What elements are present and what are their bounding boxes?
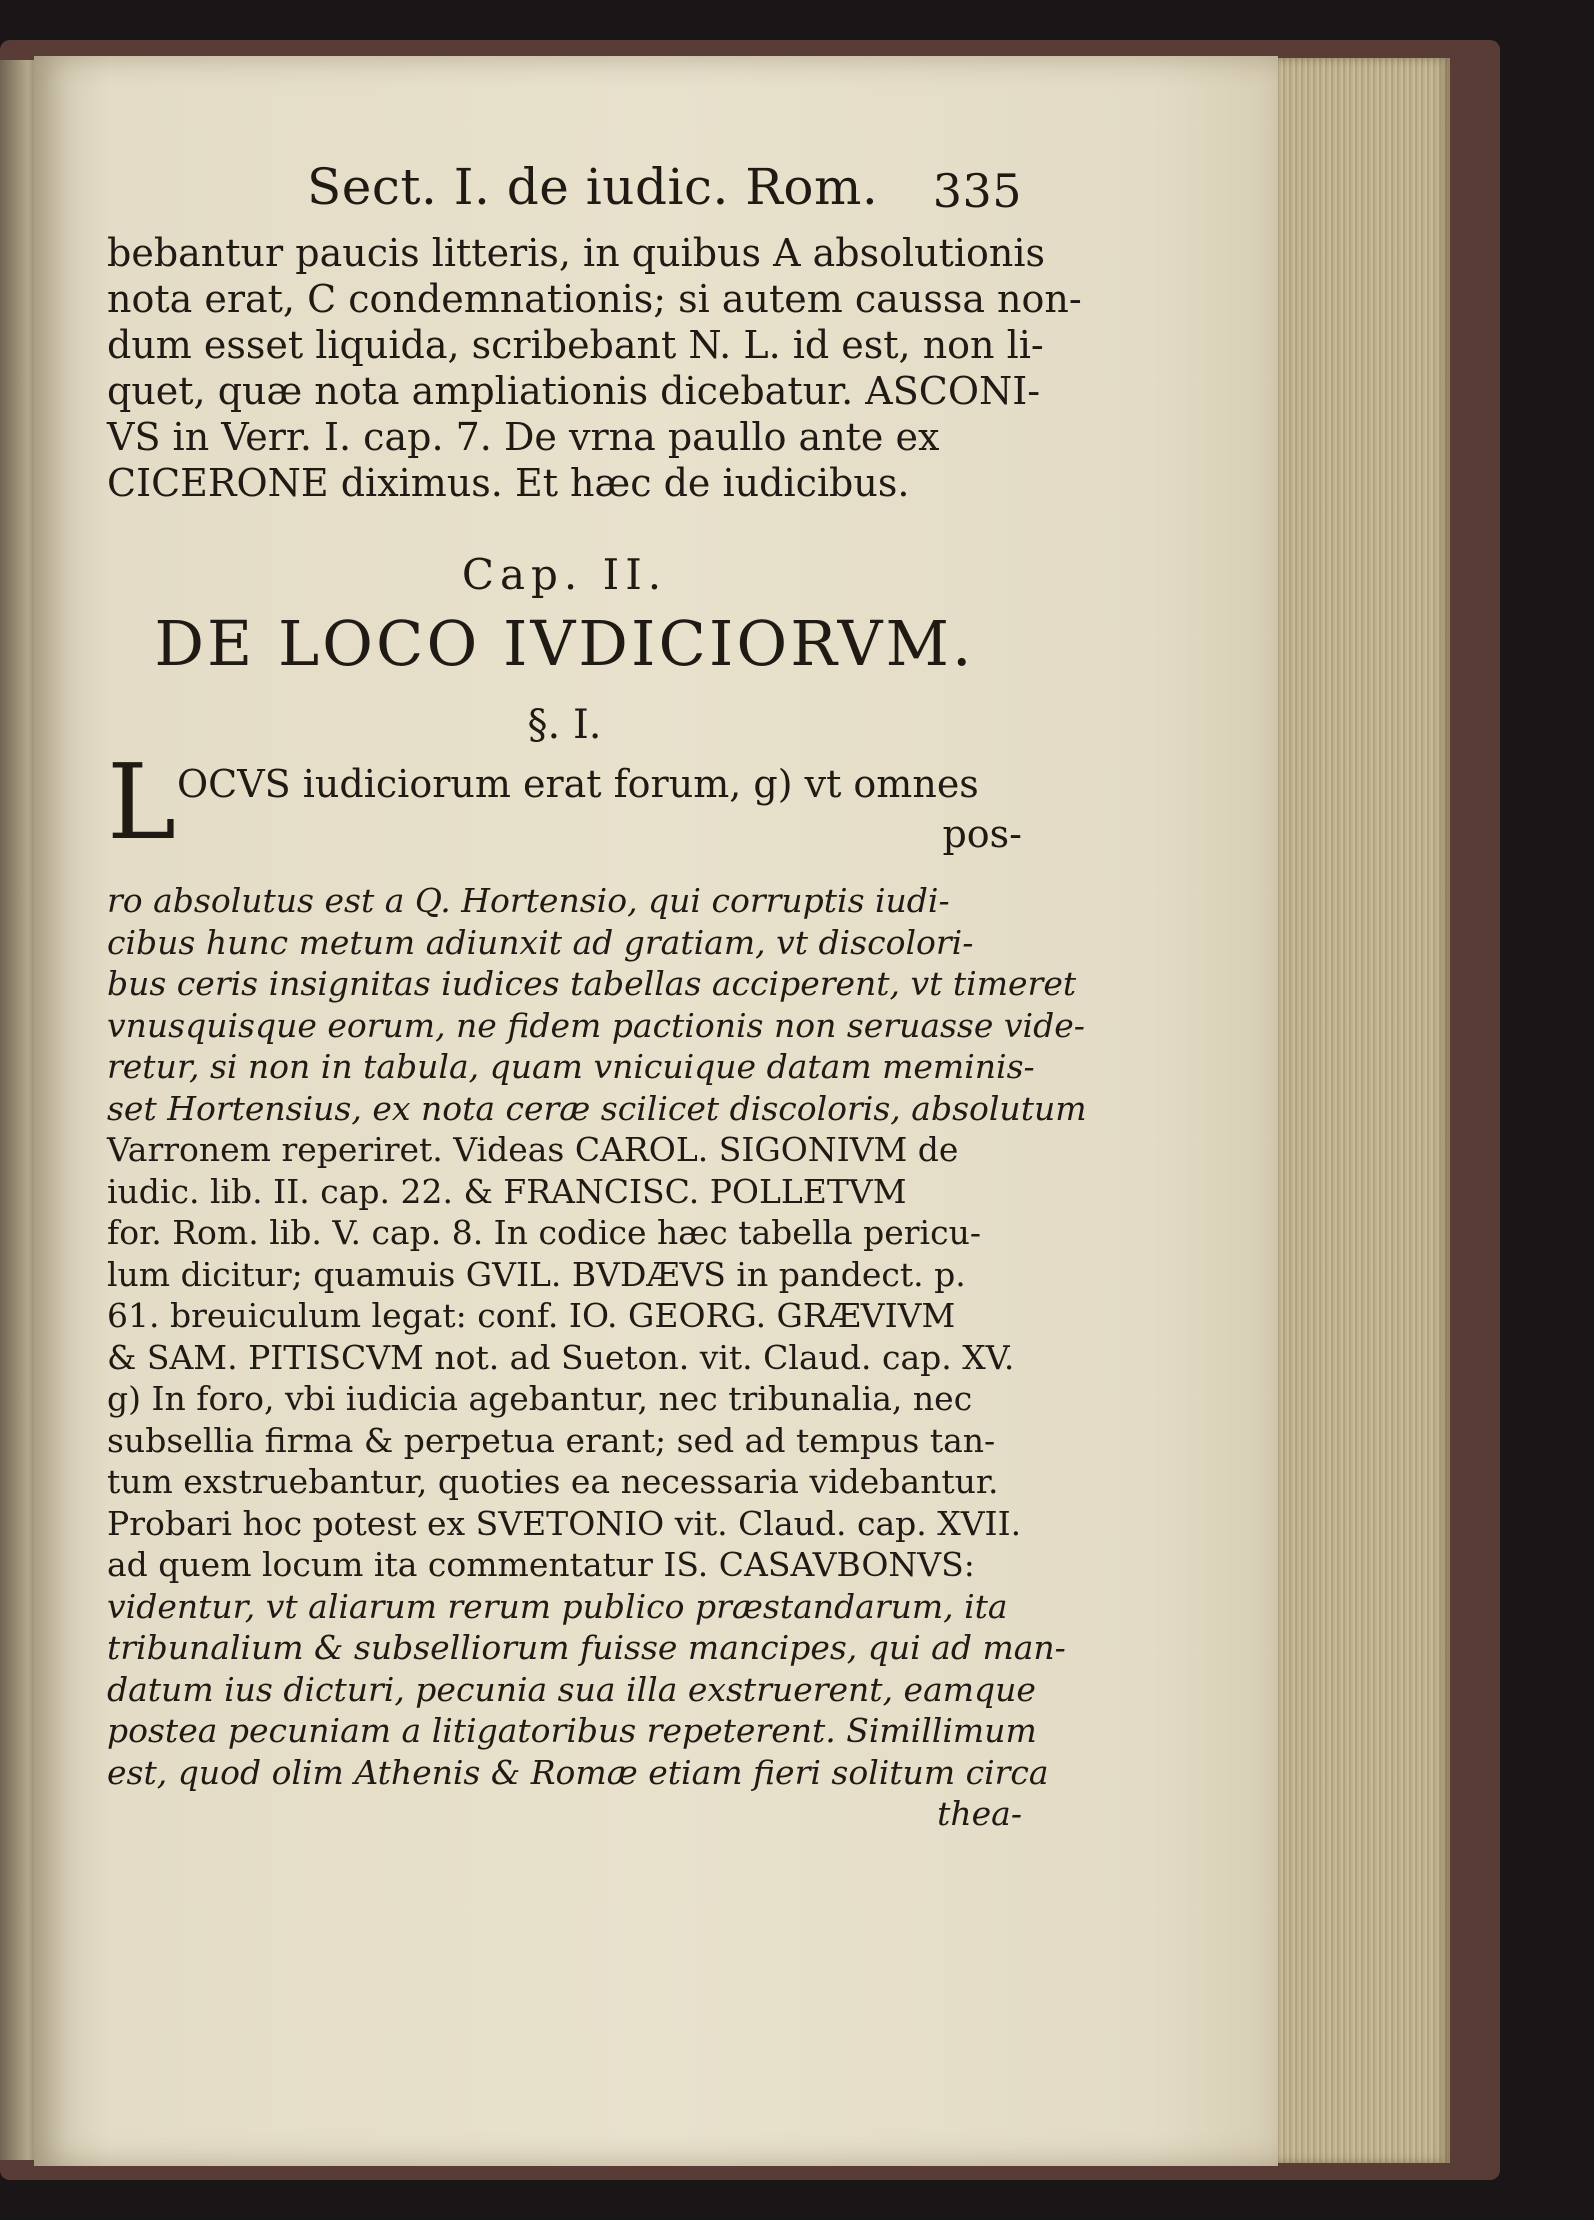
footnote-line: Varronem reperiret. Videas CAROL. SIGONIVM de [107, 1130, 959, 1169]
footnote-line: videntur, vt aliarum rerum publico præstandarum, ita [107, 1586, 1008, 1626]
footnote-line: ad quem locum ita commentatur IS. CASAVBONVS: [107, 1545, 975, 1584]
drop-cap: L [107, 741, 177, 863]
footnote-line: subsellia firma & perpetua erant; sed ad tempus tan- [107, 1420, 996, 1460]
footnote-catchword: thea- [937, 1794, 1022, 1833]
footnote-line: set Hortensius, ex nota ceræ scilicet discoloris, absolutum [107, 1088, 1087, 1128]
opening-paragraph [107, 741, 1022, 863]
footnote-line: for. Rom. lib. V. cap. 8. In codice hæc tabella pericu- [107, 1213, 981, 1252]
footnote-line: iudic. lib. II. cap. 22. & FRANCISC. POLLETVM [107, 1171, 907, 1211]
page-fore-edge [1250, 58, 1450, 2163]
footnote-line: g) In foro, vbi iudicia agebantur, nec tribunalia, nec [107, 1379, 973, 1418]
footnote-line: vnusquisque eorum, ne fidem pactionis non seruasse vide- [107, 1005, 1085, 1045]
page-number: 335 [932, 164, 1022, 218]
footnote-line: est, quod olim Athenis & Romæ etiam fieri solitum circa [107, 1752, 1049, 1792]
body-line: bebantur paucis litteris, in quibus A absolutionis [107, 231, 1046, 275]
footnote-line: lum dicitur; quamuis GVIL. BVDÆVS in pandect. p. [107, 1254, 966, 1294]
body-line: nota erat, C condemnationis; si autem caussa non- [107, 277, 1082, 321]
body-line: quet, quæ nota ampliationis dicebatur. ASCONI- [107, 369, 1041, 413]
footnote-line: cibus hunc metum adiunxit ad gratiam, vt discolori- [107, 922, 974, 962]
footnote-line: postea pecuniam a litigatoribus repeterent. Simillimum [107, 1711, 1037, 1750]
footnote-line: datum ius dicturi, pecunia sua illa exstruerent, eamque [107, 1669, 1036, 1709]
footnote-line: tribunalium & subselliorum fuisse mancipes, qui ad man- [107, 1628, 1066, 1667]
chapter-label: Cap. II. [461, 550, 668, 599]
running-head-title: Sect. I. de iudic. Rom. [307, 158, 879, 216]
body-line: VS in Verr. I. cap. 7. De vrna paullo ante ex [107, 415, 940, 459]
opening-line: OCVS iudiciorum erat forum, g) vt omnes [177, 762, 979, 806]
chapter-title: DE LOCO IVDICIORVM. [154, 607, 975, 680]
page-content [107, 150, 1087, 1835]
running-head [107, 150, 1022, 230]
section-mark: §. I. [527, 702, 602, 748]
footnote-line: Probari hoc potest ex SVETONIO vit. Claud. cap. XVII. [107, 1503, 1022, 1543]
footnote-line: retur, si non in tabula, quam vnicuique datam meminis- [107, 1047, 1035, 1086]
footnotes [107, 880, 1087, 1835]
catchword: pos- [942, 812, 1022, 856]
footnote-line: tum exstruebantur, quoties ea necessaria videbantur. [107, 1462, 999, 1501]
body-text [107, 230, 1082, 506]
body-line: dum esset liquida, scribebant N. L. id est, non li- [107, 323, 1044, 367]
body-line: CICERONE diximus. Et hæc de iudicibus. [107, 461, 910, 505]
footnote-line: ro absolutus est a Q. Hortensio, qui corruptis iudi- [107, 881, 950, 920]
footnote-line: 61. breuiculum legat: conf. IO. GEORG. GRÆVIVM [107, 1296, 956, 1335]
footnote-line: & SAM. PITISCVM not. ad Sueton. vit. Claud. cap. XV. [107, 1337, 1015, 1377]
footnote-line: bus ceris insignitas iudices tabellas acciperent, vt timeret [107, 964, 1077, 1003]
